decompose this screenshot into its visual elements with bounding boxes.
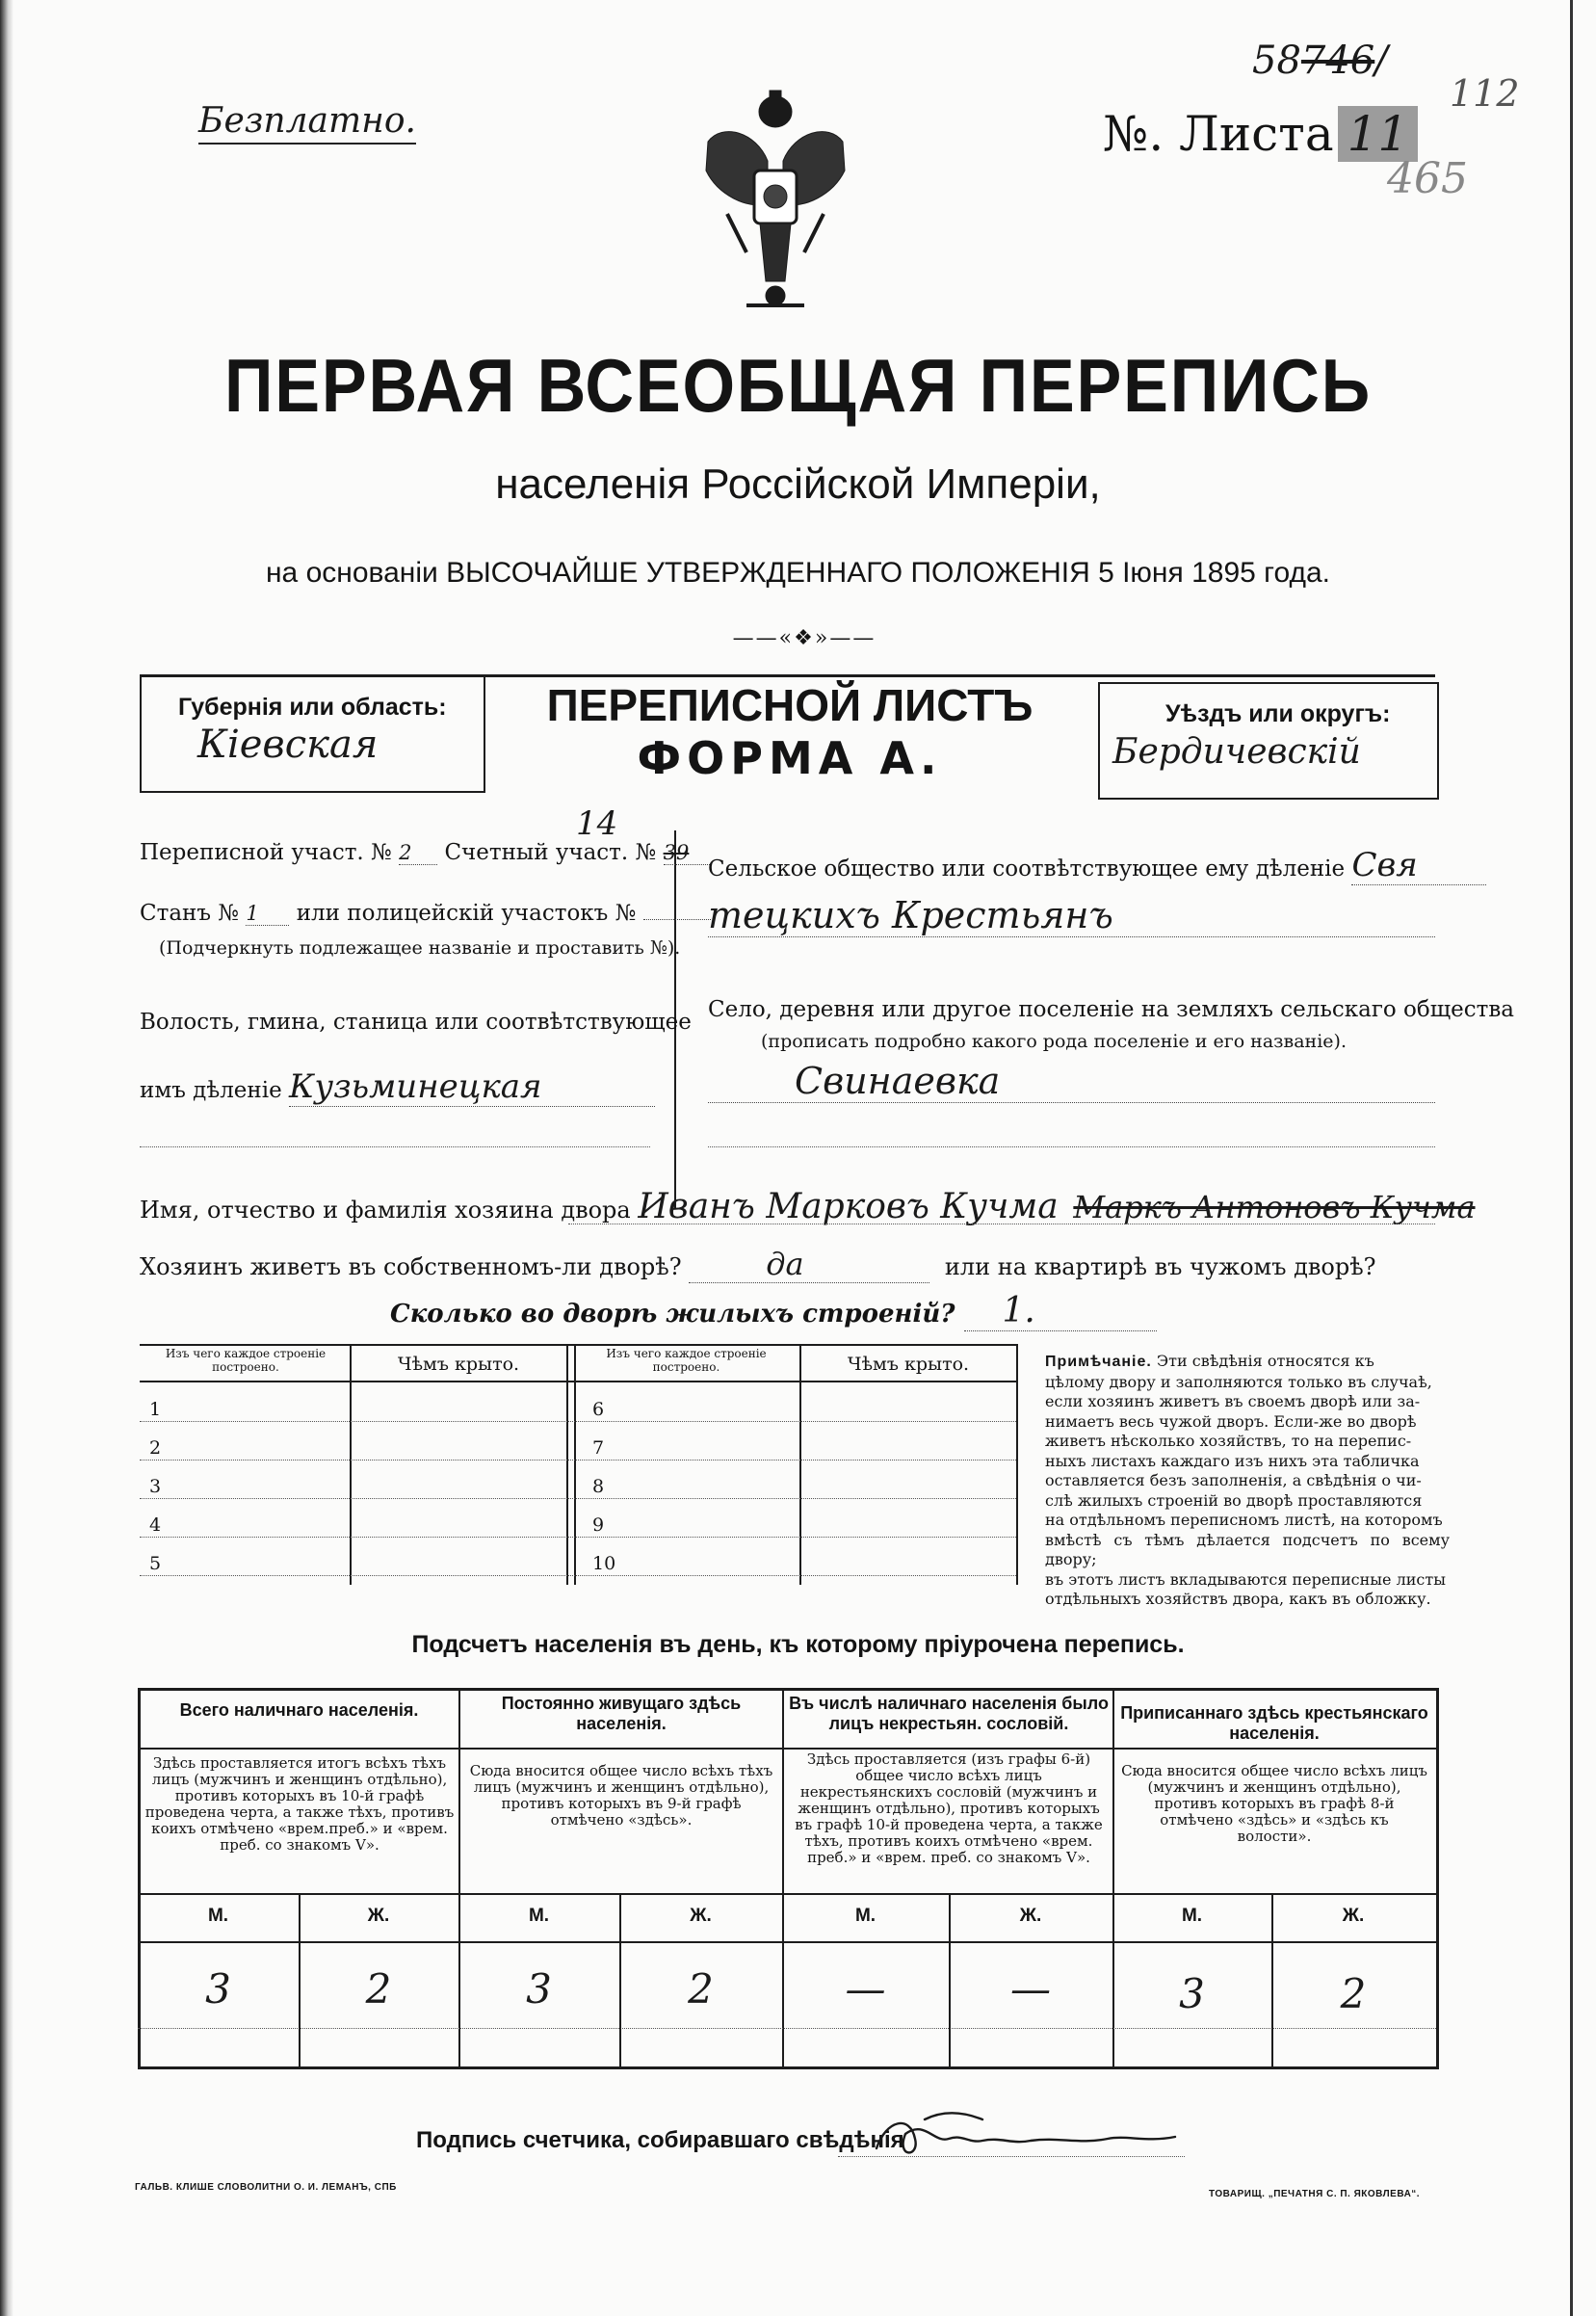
summary-heading-line (138, 1748, 1436, 1750)
owner-name-label: Имя, отчество и фамилія хозяина двора (140, 1197, 631, 1224)
society-label: Сельское общество или соотвѣтствующее ему дѣленіе (708, 856, 1346, 882)
summary-f-label: Ж. (367, 1906, 390, 1926)
society-value-2: тецкихъ Крестьянъ (708, 894, 1435, 937)
form-header-top-line (140, 674, 1435, 677)
building-row: 1 (149, 1399, 162, 1420)
buildings-label: Сколько во дворѣ жилыхъ строеній? (390, 1300, 955, 1329)
building-row-line (140, 1421, 1016, 1422)
rent-label: или на квартирѣ въ чужомъ дворѣ? (944, 1253, 1376, 1280)
summary-total-m: 3 (205, 1965, 231, 2013)
province-label: Губернія или область: (178, 694, 447, 721)
lives-row (140, 1246, 1376, 1283)
note-line: живетъ нѣсколько хозяйствъ, то на перепис- (1045, 1432, 1412, 1450)
summary-non-peasant-m: — (845, 1965, 886, 2013)
page-subtitle: населенія Россійской Имперіи, (495, 461, 1101, 508)
printer-right: ТОВАРИЩ. „ПЕЧАТНЯ С. П. ЯКОВЛЕВА“. (1209, 2189, 1421, 2199)
owner-name-struck: Маркъ Антоновъ Кучма (1073, 1189, 1476, 1225)
building-row: 7 (592, 1437, 605, 1459)
police-label: или полицейскій участокъ № (296, 901, 637, 926)
stan-row (140, 901, 711, 926)
summary-f-label: Ж. (1019, 1906, 1042, 1926)
buildings-table-header-bottom (140, 1381, 1016, 1382)
summary-desc-permanent: Сюда вносится общее число всѣхъ тѣхъ лицъ (мужчинъ и женщинъ отдѣльно), противъ которыхъ въ 9-й графѣ отмѣчено «здѣсь». (469, 1762, 773, 1829)
building-row: 9 (592, 1514, 605, 1536)
volost-value: Кузьминецкая (289, 1067, 655, 1107)
summary-permanent-m: 3 (526, 1965, 552, 2013)
note-block (1045, 1352, 1450, 1610)
buildings-roof-header-left: Чѣмъ крыто. (397, 1354, 520, 1375)
sheet-number-label: №. Листа (1103, 106, 1334, 162)
summary-desc-registered: Сюда вносится общее число всѣхъ лицъ (мужчинъ и женщинъ отдѣльно), противъ которыхъ въ графѣ 8-й отмѣчено «здѣсь» и «здѣсь къ волости». (1121, 1762, 1427, 1845)
stan-label: Станъ № (140, 901, 240, 926)
buildings-mid-b (574, 1344, 576, 1585)
counting-section-correction: 14 (576, 804, 618, 843)
summary-heading-total: Всего наличнаго населенія. (179, 1700, 419, 1720)
summary-m-label: М. (1181, 1906, 1203, 1926)
scan-edge (0, 0, 13, 2316)
summary-m-label: М. (207, 1906, 229, 1926)
district-label: Уѣздъ или округъ: (1165, 700, 1391, 727)
note-line: на отдѣльномъ переписномъ листѣ, на которомъ (1045, 1511, 1443, 1529)
annotation-slash: / (1374, 39, 1388, 83)
corner-annotation-112: 112 (1450, 72, 1520, 115)
note-text: Эти свѣдѣнія относятся къ (1156, 1352, 1374, 1370)
village-label: Село, деревня или другое поселеніе на земляхъ сельскаго общества (708, 997, 1515, 1022)
page-title: ПЕРВАЯ ВСЕОБЩАЯ ПЕРЕПИСЬ (224, 343, 1372, 428)
summary-total-f: 2 (365, 1965, 392, 2013)
district-value: Бердичевскій (1112, 732, 1361, 772)
society-value-1: Свя (1351, 846, 1486, 885)
note-title: Примѣчаніе. (1045, 1354, 1152, 1370)
summary-heading-permanent: Постоянно живущаго здѣсь населенія. (501, 1694, 742, 1733)
corner-annotation-465: 465 (1387, 154, 1468, 203)
summary-desc-line (138, 1893, 1436, 1895)
village-extra-line (708, 1146, 1435, 1147)
summary-heading-non-peasant: Въ числѣ наличнаго населенія было лицъ некрестьян. сословій. (789, 1694, 1109, 1733)
buildings-table-top (140, 1344, 1016, 1346)
building-row-line (140, 1537, 1016, 1538)
summary-mf-line (138, 1941, 1436, 1943)
note-line: нимаетъ весь чужой дворъ. Если-же во дворѣ (1045, 1411, 1417, 1431)
form-title: ПЕРЕПИСНОЙ ЛИСТЪ (546, 680, 1033, 730)
counter-signature (867, 2100, 1194, 2168)
underline-note: (Подчеркнуть подлежащее названіе и проставить №). (159, 937, 681, 959)
buildings-material-header-right: Изъ чего каждое строеніе построено. (606, 1347, 767, 1374)
basis-line: на основаніи ВЫСОЧАЙШЕ УТВЕРЖДЕННАГО ПОЛОЖЕНІЯ 5 Іюня 1895 года. (265, 557, 1330, 589)
buildings-material-header-left: Изъ чего каждое строеніе построено. (165, 1347, 327, 1374)
sheet-number (1103, 106, 1418, 162)
stan-value: 1 (246, 902, 289, 926)
note-line: ныхъ листахъ каждаго изъ нихъ эта табличка (1045, 1451, 1420, 1470)
signature-label: Подпись счетчика, собиравшаго свѣдѣнія (416, 2127, 904, 2153)
note-line: оставляется безъ заполненія, а свѣдѣнія о чи- (1045, 1471, 1422, 1489)
owner-row (140, 1187, 1476, 1226)
annotation-746: 746 (1300, 39, 1375, 83)
buildings-right-edge (1016, 1344, 1018, 1585)
volost-label-2: имъ дѣленіе (140, 1078, 282, 1103)
village-note: (прописать подробно какого рода поселеніе и его названіе). (761, 1031, 1347, 1052)
printer-left: ГАЛЬВ. КЛИШЕ СЛОВОЛИТНИ О. И. ЛЕМАНЪ, СПБ (135, 2182, 397, 2193)
note-line: отдѣльныхъ хозяйствъ двора, какъ въ обложку. (1045, 1590, 1431, 1608)
volost-label: Волость, гмина, станица или соотвѣтствующее (140, 1010, 692, 1035)
summary-permanent-f: 2 (688, 1965, 714, 2013)
building-row: 8 (592, 1476, 605, 1497)
ornament-divider: ——«❖»—— (732, 626, 876, 650)
buildings-mid-a (566, 1344, 568, 1585)
buildings-value: 1. (964, 1291, 1157, 1331)
counting-section-value: 39 (664, 841, 712, 865)
census-section-label: Переписной участ. № (140, 840, 392, 865)
village-value: Свинаевка (708, 1060, 1435, 1103)
summary-registered-f: 2 (1340, 1970, 1367, 2017)
summary-m-label: М. (854, 1906, 876, 1926)
summary-values-line (138, 2028, 1436, 2029)
buildings-roof-header-right: Чѣмъ крыто. (847, 1354, 970, 1375)
annotation-58: 58 (1252, 39, 1301, 83)
note-line: цѣлому двору и заполняются только въ случаѣ, (1045, 1372, 1432, 1391)
counting-section-label: Счетный участ. № (444, 840, 657, 865)
owner-name-value: Иванъ Марковъ Кучма (638, 1187, 1059, 1226)
corner-annotation (1252, 39, 1388, 83)
society-row (708, 846, 1486, 885)
summary-m-label: М. (528, 1906, 550, 1926)
province-value: Кіевская (197, 723, 379, 767)
building-row-line (140, 1498, 1016, 1499)
building-row-line (140, 1460, 1016, 1461)
scan-edge-right (1570, 0, 1573, 2316)
sheet-number-value: 11 (1338, 106, 1419, 162)
building-row: 5 (149, 1553, 162, 1574)
building-row: 3 (149, 1476, 162, 1497)
summary-f-label: Ж. (690, 1906, 712, 1926)
building-row-line (140, 1575, 1016, 1576)
free-label: Безплатно. (198, 101, 416, 145)
building-row: 2 (149, 1437, 162, 1459)
buildings-right-rows (592, 1390, 615, 1583)
police-value-blank (643, 919, 711, 920)
buildings-col-1 (350, 1344, 352, 1585)
census-section-row (140, 840, 712, 865)
summary-title: Подсчетъ населенія въ день, къ которому пріурочена перепись. (411, 1631, 1185, 1658)
lives-label: Хозяинъ живетъ въ собственномъ-ли дворѣ? (140, 1253, 682, 1280)
buildings-row (390, 1291, 1157, 1331)
summary-f-label: Ж. (1342, 1906, 1365, 1926)
form-subtitle: ФОРМА А. (637, 732, 943, 784)
summary-desc-non-peasant: Здѣсь проставляется (изъ графы 6-й) общее число всѣхъ лицъ некрестьянскихъ сословій (мужчинъ и женщинъ отдѣльно), противъ которыхъ въ графѣ 10-й проведена черта, а также тѣхъ, противъ коихъ отмѣчено «врем. преб.» и «врем. преб. со знакомъ V». (795, 1750, 1103, 1866)
lives-value: да (689, 1246, 929, 1283)
volost-row (140, 1067, 655, 1107)
building-row: 6 (592, 1399, 605, 1420)
buildings-col-3 (799, 1344, 801, 1585)
census-section-value: 2 (399, 841, 437, 865)
summary-registered-m: 3 (1179, 1970, 1205, 2017)
building-row: 4 (149, 1514, 162, 1536)
building-row: 10 (592, 1553, 616, 1574)
note-line: въ этотъ листъ вкладываются переписные листы (1045, 1569, 1446, 1589)
note-line: вмѣстѣ съ тѣмъ дѣлается подсчетъ по всему двору; (1045, 1530, 1450, 1568)
summary-heading-registered: Приписаннаго здѣсь крестьянскаго населенія. (1120, 1703, 1428, 1743)
note-line: слѣ жилыхъ строеній во дворѣ проставляются (1045, 1490, 1423, 1510)
volost-extra-line (140, 1146, 650, 1147)
note-line-1 (1045, 1352, 1450, 1373)
summary-non-peasant-f: — (1010, 1965, 1051, 2013)
buildings-left-rows (149, 1390, 161, 1583)
summary-desc-total: Здѣсь проставляется итогъ всѣхъ тѣхъ лицъ (мужчинъ и женщинъ отдѣльно), противъ которыхъ въ 10-й графѣ проведена черта, а также тѣхъ, противъ коихъ отмѣчено «врем.преб.» и «врем. преб. со знакомъ V». (144, 1754, 455, 1854)
imperial-eagle-emblem (689, 89, 862, 320)
note-line: если хозяинъ живетъ въ своемъ дворѣ или за- (1045, 1392, 1421, 1410)
